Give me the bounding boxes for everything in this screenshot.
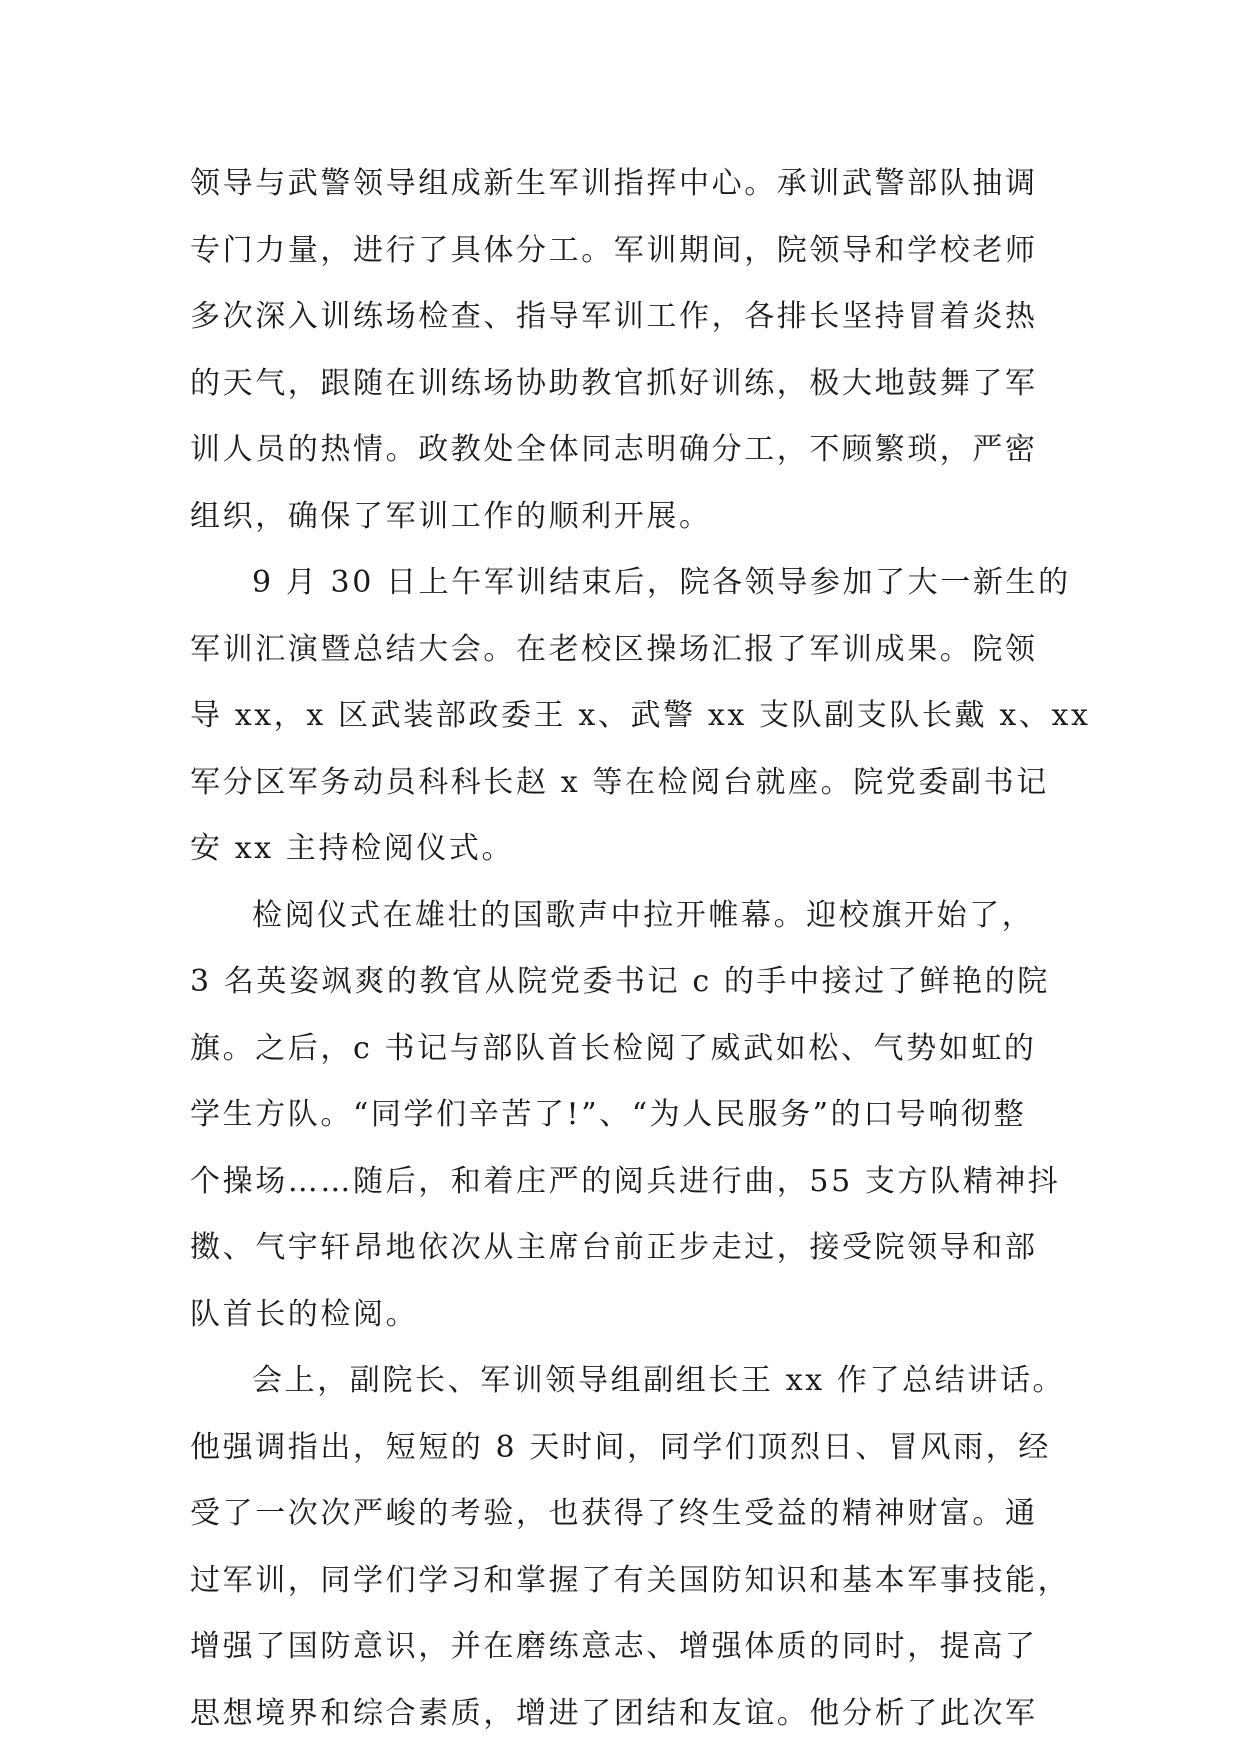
text-line: 个操场……随后，和着庄严的阅兵进行曲，55 支方队精神抖: [190, 1163, 1061, 1199]
text-line: 他强调指出，短短的 8 天时间，同学们顶烈日、冒风雨，经: [190, 1429, 1051, 1465]
paragraph-3: [190, 883, 1061, 1349]
text-line: 训人员的热情。政教处全体同志明确分工，不顾繁琐，严密: [190, 432, 1038, 467]
text-line: 9 月 30 日上午军训结束后，院各领导参加了大一新生的: [252, 565, 1071, 600]
text-line: 擞、气宇轩昂地依次从主席台前正步走过，接受院领导和部: [190, 1230, 1038, 1265]
text-line: 军训汇演暨总结大会。在老校区操场汇报了军训成果。院领: [190, 631, 1038, 667]
text-line: 队首长的检阅。: [190, 1296, 419, 1332]
paragraph-2: [190, 550, 1091, 883]
text-line: 检阅仪式在雄壮的国歌声中拉开帷幕。迎校旗开始了，: [252, 897, 1035, 933]
text-line: 多次深入训练场检查、指导军训工作，各排长坚持冒着炎热: [190, 299, 1038, 334]
text-line: 受了一次次严峻的考验，也获得了终生受益的精神财富。通: [190, 1496, 1038, 1531]
text-line: 学生方队。“同学们辛苦了!”、“为人民服务”的口号响彻整: [190, 1097, 1027, 1132]
paragraph-4: [190, 1348, 1071, 1747]
text-line: 安 xx 主持检阅仪式。: [190, 831, 515, 866]
text-line: 导 xx，x 区武装部政委王 x、武警 xx 支队副支队长戴 x、xx: [190, 698, 1091, 733]
document-body: [190, 151, 1091, 1747]
text-line: 组织，确保了军训工作的顺利开展。: [190, 498, 712, 534]
text-line: 旗。之后，c 书记与部队首长检阅了威武如松、气势如虹的: [190, 1030, 1037, 1066]
text-line: 领导与武警领导组成新生军训指挥中心。承训武警部队抽调: [190, 166, 1038, 201]
text-line: 思想境界和综合素质，增进了团结和友谊。他分析了此次军: [190, 1695, 1038, 1731]
paragraph-1: [190, 151, 1050, 550]
text-line: 专门力量，进行了具体分工。军训期间，院领导和学校老师: [190, 232, 1038, 268]
text-line: 的天气，跟随在训练场协助教官抓好训练，极大地鼓舞了军: [190, 365, 1038, 401]
text-line: 3 名英姿飒爽的教官从院党委书记 c 的手中接过了鲜艳的院: [190, 964, 1050, 999]
text-line: 增强了国防意识，并在磨练意志、增强体质的同时，提高了: [190, 1629, 1038, 1664]
text-line: 过军训，同学们学习和掌握了有关国防知识和基本军事技能，: [190, 1562, 1071, 1598]
text-line: 军分区军务动员科科长赵 x 等在检阅台就座。院党委副书记: [190, 764, 1049, 800]
text-line: 会上，副院长、军训领导组副组长王 xx 作了总结讲话。: [252, 1363, 1066, 1398]
